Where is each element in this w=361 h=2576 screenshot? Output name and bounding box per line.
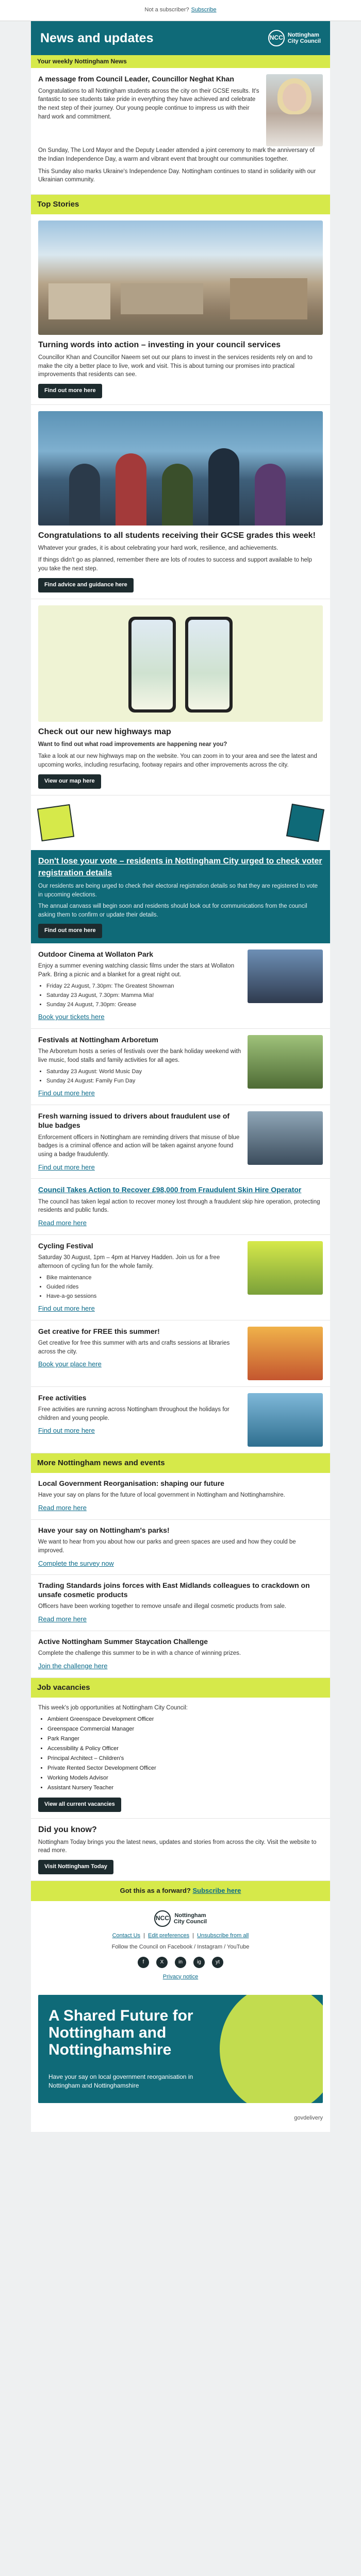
- list-item: • Saturday 23 August: World Music Day: [46, 1068, 241, 1076]
- footer-logo-line2: City Council: [173, 1918, 207, 1925]
- news2-title: Have your say on Nottingham's parks!: [38, 1526, 170, 1534]
- event5-link[interactable]: Find out more here: [38, 1304, 95, 1313]
- event3-title: Fresh warning issued to drivers about fraudulent use of blue badges: [38, 1112, 230, 1130]
- event-skip-hire: [31, 1179, 330, 1234]
- event2-text: The Arboretum hosts a series of festivals over the bank holiday weekend with live music, food stalls and family activities for all ages.: [38, 1048, 241, 1063]
- footer-logo-mark-icon: NCC: [154, 1910, 171, 1927]
- topbar-subscribe-link[interactable]: Subscribe: [191, 7, 217, 13]
- news3-link[interactable]: Read more here: [38, 1615, 87, 1623]
- list-item: • Friday 22 August, 7.30pm: The Greatest Showman: [46, 982, 241, 991]
- ballot-box-image: [31, 795, 330, 850]
- story3-subtitle: Want to find out what road improvements are happening near you?: [38, 741, 227, 748]
- vote-title[interactable]: Don't lose your vote – residents in Nottingham City urged to check voter registration details: [38, 856, 322, 877]
- event1-list: [46, 982, 241, 1009]
- ballot-paper-icon: [286, 804, 324, 842]
- footer-follow-text: Follow the Council on Facebook / Instagram / YouTube: [111, 1943, 250, 1950]
- event3-text: Enforcement officers in Nottingham are reminding drivers that misuse of blue badges is a criminal offence and action will be taken against anyone found using a badge fraudulently.: [38, 1134, 240, 1158]
- event-cycling: [31, 1235, 330, 1320]
- event4-text: The council has taken legal action to recover money lost through a fraudulent skip hire operation, protecting residents and public funds.: [38, 1198, 320, 1214]
- govdelivery-logo[interactable]: govdelivery: [294, 2114, 323, 2121]
- footer-preferences-link[interactable]: Edit preferences: [148, 1932, 190, 1939]
- social-icons: [38, 1957, 323, 1968]
- news-item-lgr: [31, 1473, 330, 1520]
- vote-button[interactable]: Find out more here: [38, 924, 102, 938]
- council-logo: [268, 30, 321, 46]
- facebook-icon[interactable]: f: [138, 1957, 149, 1968]
- story1-button[interactable]: Find out more here: [38, 384, 102, 398]
- event6-title: Get creative for FREE this summer!: [38, 1327, 160, 1335]
- news2-text: We want to hear from you about how our parks and green spaces are used and how they could be improved.: [38, 1539, 296, 1554]
- leader-p2: On Sunday, The Lord Mayor and the Deputy Leader attended a joint ceremony to mark the anniversary of the Indian Independence Day, a warm and vibrant event that brought our communities together.: [38, 147, 315, 163]
- event2-link[interactable]: Find out more here: [38, 1089, 95, 1097]
- news-item-staycation: [31, 1631, 330, 1678]
- leader-photo: [266, 74, 323, 146]
- shared-future-banner[interactable]: [38, 1995, 323, 2103]
- news2-link[interactable]: Complete the survey now: [38, 1559, 114, 1567]
- job-item[interactable]: • Park Ranger: [47, 1735, 323, 1743]
- event1-link[interactable]: Book your tickets here: [38, 1013, 105, 1021]
- story2-title: Congratulations to all students receiving their GCSE grades this week!: [38, 531, 316, 540]
- event-arboretum: [31, 1029, 330, 1105]
- more-news-bar: More Nottingham news and events: [31, 1453, 330, 1473]
- event7-link[interactable]: Find out more here: [38, 1427, 95, 1435]
- event4-link[interactable]: Read more here: [38, 1218, 87, 1227]
- story1-title: Turning words into action – investing in your council services: [38, 340, 281, 349]
- youtube-icon[interactable]: yt: [212, 1957, 223, 1968]
- news3-text: Officers have been working together to remove unsafe and illegal cosmetic products from sale.: [38, 1603, 287, 1610]
- event1-title: Outdoor Cinema at Wollaton Park: [38, 950, 153, 958]
- did-you-know: [31, 1819, 330, 1881]
- news1-title: Local Government Reorganisation: shaping our future: [38, 1479, 224, 1487]
- footer-contact-link[interactable]: Contact Us: [112, 1932, 141, 1939]
- job-item[interactable]: • Ambient Greenspace Development Officer: [47, 1716, 323, 1724]
- leader-p3: This Sunday also marks Ukraine's Independence Day. Nottingham continues to stand in solidarity with our Ukrainian community.: [38, 168, 316, 183]
- jobs-section: [31, 1698, 330, 1819]
- header: [31, 21, 330, 55]
- event5-list: [46, 1274, 241, 1301]
- story3-text: Take a look at our new highways map on the website. You can zoom in to your area and see the latest and upcoming works, including resurfacing, footway repairs and other improvements across the city.: [38, 753, 317, 769]
- event6-text: Get creative for free this summer with arts and crafts sessions at libraries across the city.: [38, 1340, 230, 1355]
- job-item[interactable]: • Assistant Nursery Teacher: [47, 1784, 323, 1792]
- news3-title: Trading Standards joins forces with East Midlands colleagues to crackdown on unsafe cosmetic products: [38, 1581, 310, 1599]
- topbar-text: Not a subscriber?: [144, 7, 189, 13]
- leader-p1: Congratulations to all Nottingham students across the city on their GCSE results. It's fantastic to see students take pride in everything they have achieved and celebrate the next step of their journey. Our young people continue to impress us with their hard work and commitment.: [38, 88, 259, 120]
- instagram-icon[interactable]: ig: [193, 1957, 205, 1968]
- top-stories-bar: Top Stories: [31, 195, 330, 214]
- story2-p2: If things didn't go as planned, remember there are lots of routes to success and support available to help you take the next step.: [38, 557, 312, 572]
- event-cinema: [31, 943, 330, 1029]
- jobs-list: [47, 1716, 323, 1792]
- event-free-activities: [31, 1387, 330, 1453]
- list-item: • Bike maintenance: [46, 1274, 241, 1282]
- story3-button[interactable]: View our map here: [38, 774, 101, 789]
- forward-bar: [31, 1881, 330, 1901]
- news1-text: Have your say on plans for the future of local government in Nottingham and Nottinghamshire.: [38, 1492, 285, 1499]
- job-item[interactable]: • Greenspace Commercial Manager: [47, 1725, 323, 1734]
- highways-map-phones-image: [38, 605, 323, 722]
- event5-text: Saturday 30 August, 1pm – 4pm at Harvey Hadden. Join us for a free afternoon of cycling fun for the whole family.: [38, 1254, 220, 1269]
- news-item-parks: [31, 1520, 330, 1575]
- event1-text: Enjoy a summer evening watching classic films under the stars at Wollaton Park. Bring a picnic and a blanket for a great night out.: [38, 962, 235, 978]
- jobs-intro: This week's job opportunities at Nottingham City Council:: [38, 1704, 188, 1711]
- page-title: News and updates: [40, 30, 154, 45]
- event6-link[interactable]: Book your place here: [38, 1360, 102, 1368]
- job-item[interactable]: • Principal Architect – Children's: [47, 1755, 323, 1763]
- logo-mark-icon: NCC: [268, 30, 285, 46]
- blue-badge-photo: [248, 1111, 323, 1165]
- banner-headline: A Shared Future for Nottingham and Nottinghamshire: [48, 2007, 193, 2058]
- top-subscribe-bar: [0, 0, 361, 21]
- news1-link[interactable]: Read more here: [38, 1503, 87, 1512]
- leader-title: A message from Council Leader, Councillor Neghat Khan: [38, 75, 234, 83]
- story-gcse: [31, 405, 330, 599]
- event-creative: [31, 1320, 330, 1387]
- logo-line2: City Council: [287, 38, 321, 44]
- story3-title: Check out our new highways map: [38, 727, 171, 736]
- city-aerial-photo: [38, 221, 323, 335]
- phone-mockup-1: [128, 617, 176, 713]
- banner-decoration: [220, 1995, 323, 2103]
- list-item: • Sunday 24 August, 7.30pm: Grease: [46, 1001, 241, 1009]
- creative-photo: [248, 1327, 323, 1380]
- story-highways: [31, 599, 330, 795]
- dyk-title: Did you know?: [38, 1825, 97, 1834]
- job-item[interactable]: • Private Rented Sector Development Officer: [47, 1765, 323, 1773]
- list-item: • Guided rides: [46, 1283, 241, 1292]
- story-investing: [31, 214, 330, 405]
- story1-text: Councillor Khan and Councillor Naeem set out our plans to invest in the services residents rely on and to make the city a better place to live, work and visit. This is about turning our promises into practical improvements that residents can see.: [38, 354, 313, 378]
- event2-list: [46, 1068, 241, 1086]
- x-icon[interactable]: X: [156, 1957, 168, 1968]
- activities-photo: [248, 1393, 323, 1447]
- linkedin-icon[interactable]: in: [175, 1957, 186, 1968]
- event4-title: Council Takes Action to Recover £98,000 from Fraudulent Skin Hire Operator: [38, 1185, 302, 1194]
- event5-title: Cycling Festival: [38, 1241, 93, 1250]
- forward-text: Got this as a forward?: [120, 1887, 191, 1895]
- footer-logo-line1: Nottingham: [174, 1912, 206, 1919]
- footer-unsubscribe-link[interactable]: Unsubscribe from all: [197, 1932, 249, 1939]
- event-blue-badge: [31, 1105, 330, 1179]
- vote-p1: Our residents are being urged to check their electoral registration details so that they are registered to vote in upcoming elections.: [38, 883, 318, 898]
- footer: [31, 1901, 330, 1991]
- leader-message: [31, 68, 330, 195]
- job-item[interactable]: • Accessibility & Policy Officer: [47, 1745, 323, 1753]
- event7-text: Free activities are running across Nottingham throughout the holidays for children and young people.: [38, 1406, 229, 1421]
- weekly-bar: Your weekly Nottingham News: [31, 55, 330, 68]
- story2-p1: Whatever your grades, it is about celebrating your hard work, resilience, and achievements.: [38, 545, 278, 551]
- ballot-box-icon: [37, 804, 74, 841]
- event3-link[interactable]: Find out more here: [38, 1163, 95, 1171]
- event2-title: Festivals at Nottingham Arboretum: [38, 1035, 158, 1044]
- footer-links: Contact Us | Edit preferences | Unsubscribe from all: [112, 1932, 249, 1939]
- dyk-button[interactable]: Visit Nottingham Today: [38, 1860, 113, 1874]
- arboretum-photo: [248, 1035, 323, 1089]
- vote-p2: The annual canvass will begin soon and residents should look out for communications from the council asking them to confirm or update their details.: [38, 903, 307, 919]
- vote-story: [31, 795, 330, 943]
- list-item: • Saturday 23 August, 7.30pm: Mamma Mia!: [46, 992, 241, 1000]
- privacy-link[interactable]: Privacy notice: [162, 1973, 199, 1980]
- footer-logo: [38, 1910, 323, 1927]
- banner-sub: Have your say on local government reorganisation in Nottingham and Nottinghamshire: [48, 2073, 193, 2090]
- news4-text: Complete the challenge this summer to be in with a chance of winning prizes.: [38, 1650, 241, 1657]
- event7-title: Free activities: [38, 1393, 87, 1402]
- forward-subscribe-link[interactable]: Subscribe here: [192, 1887, 241, 1895]
- jobs-bar: Job vacancies: [31, 1678, 330, 1698]
- cinema-photo: [248, 950, 323, 1003]
- cycling-photo: [248, 1241, 323, 1295]
- jobs-button[interactable]: View all current vacancies: [38, 1798, 121, 1812]
- job-item[interactable]: • Working Models Advisor: [47, 1774, 323, 1783]
- phone-mockup-2: [185, 617, 233, 713]
- list-item: • Have-a-go sessions: [46, 1293, 241, 1301]
- news4-link[interactable]: Join the challenge here: [38, 1662, 108, 1670]
- dyk-text: Nottingham Today brings you the latest news, updates and stories from across the city. Visit the website to read more.: [38, 1839, 317, 1854]
- story2-button[interactable]: Find advice and guidance here: [38, 578, 134, 592]
- email-container: [31, 21, 330, 2132]
- news4-title: Active Nottingham Summer Staycation Challenge: [38, 1637, 208, 1646]
- news-item-trading-standards: [31, 1575, 330, 1631]
- students-photo: [38, 411, 323, 526]
- list-item: • Sunday 24 August: Family Fun Day: [46, 1077, 241, 1086]
- logo-line1: Nottingham: [287, 31, 319, 38]
